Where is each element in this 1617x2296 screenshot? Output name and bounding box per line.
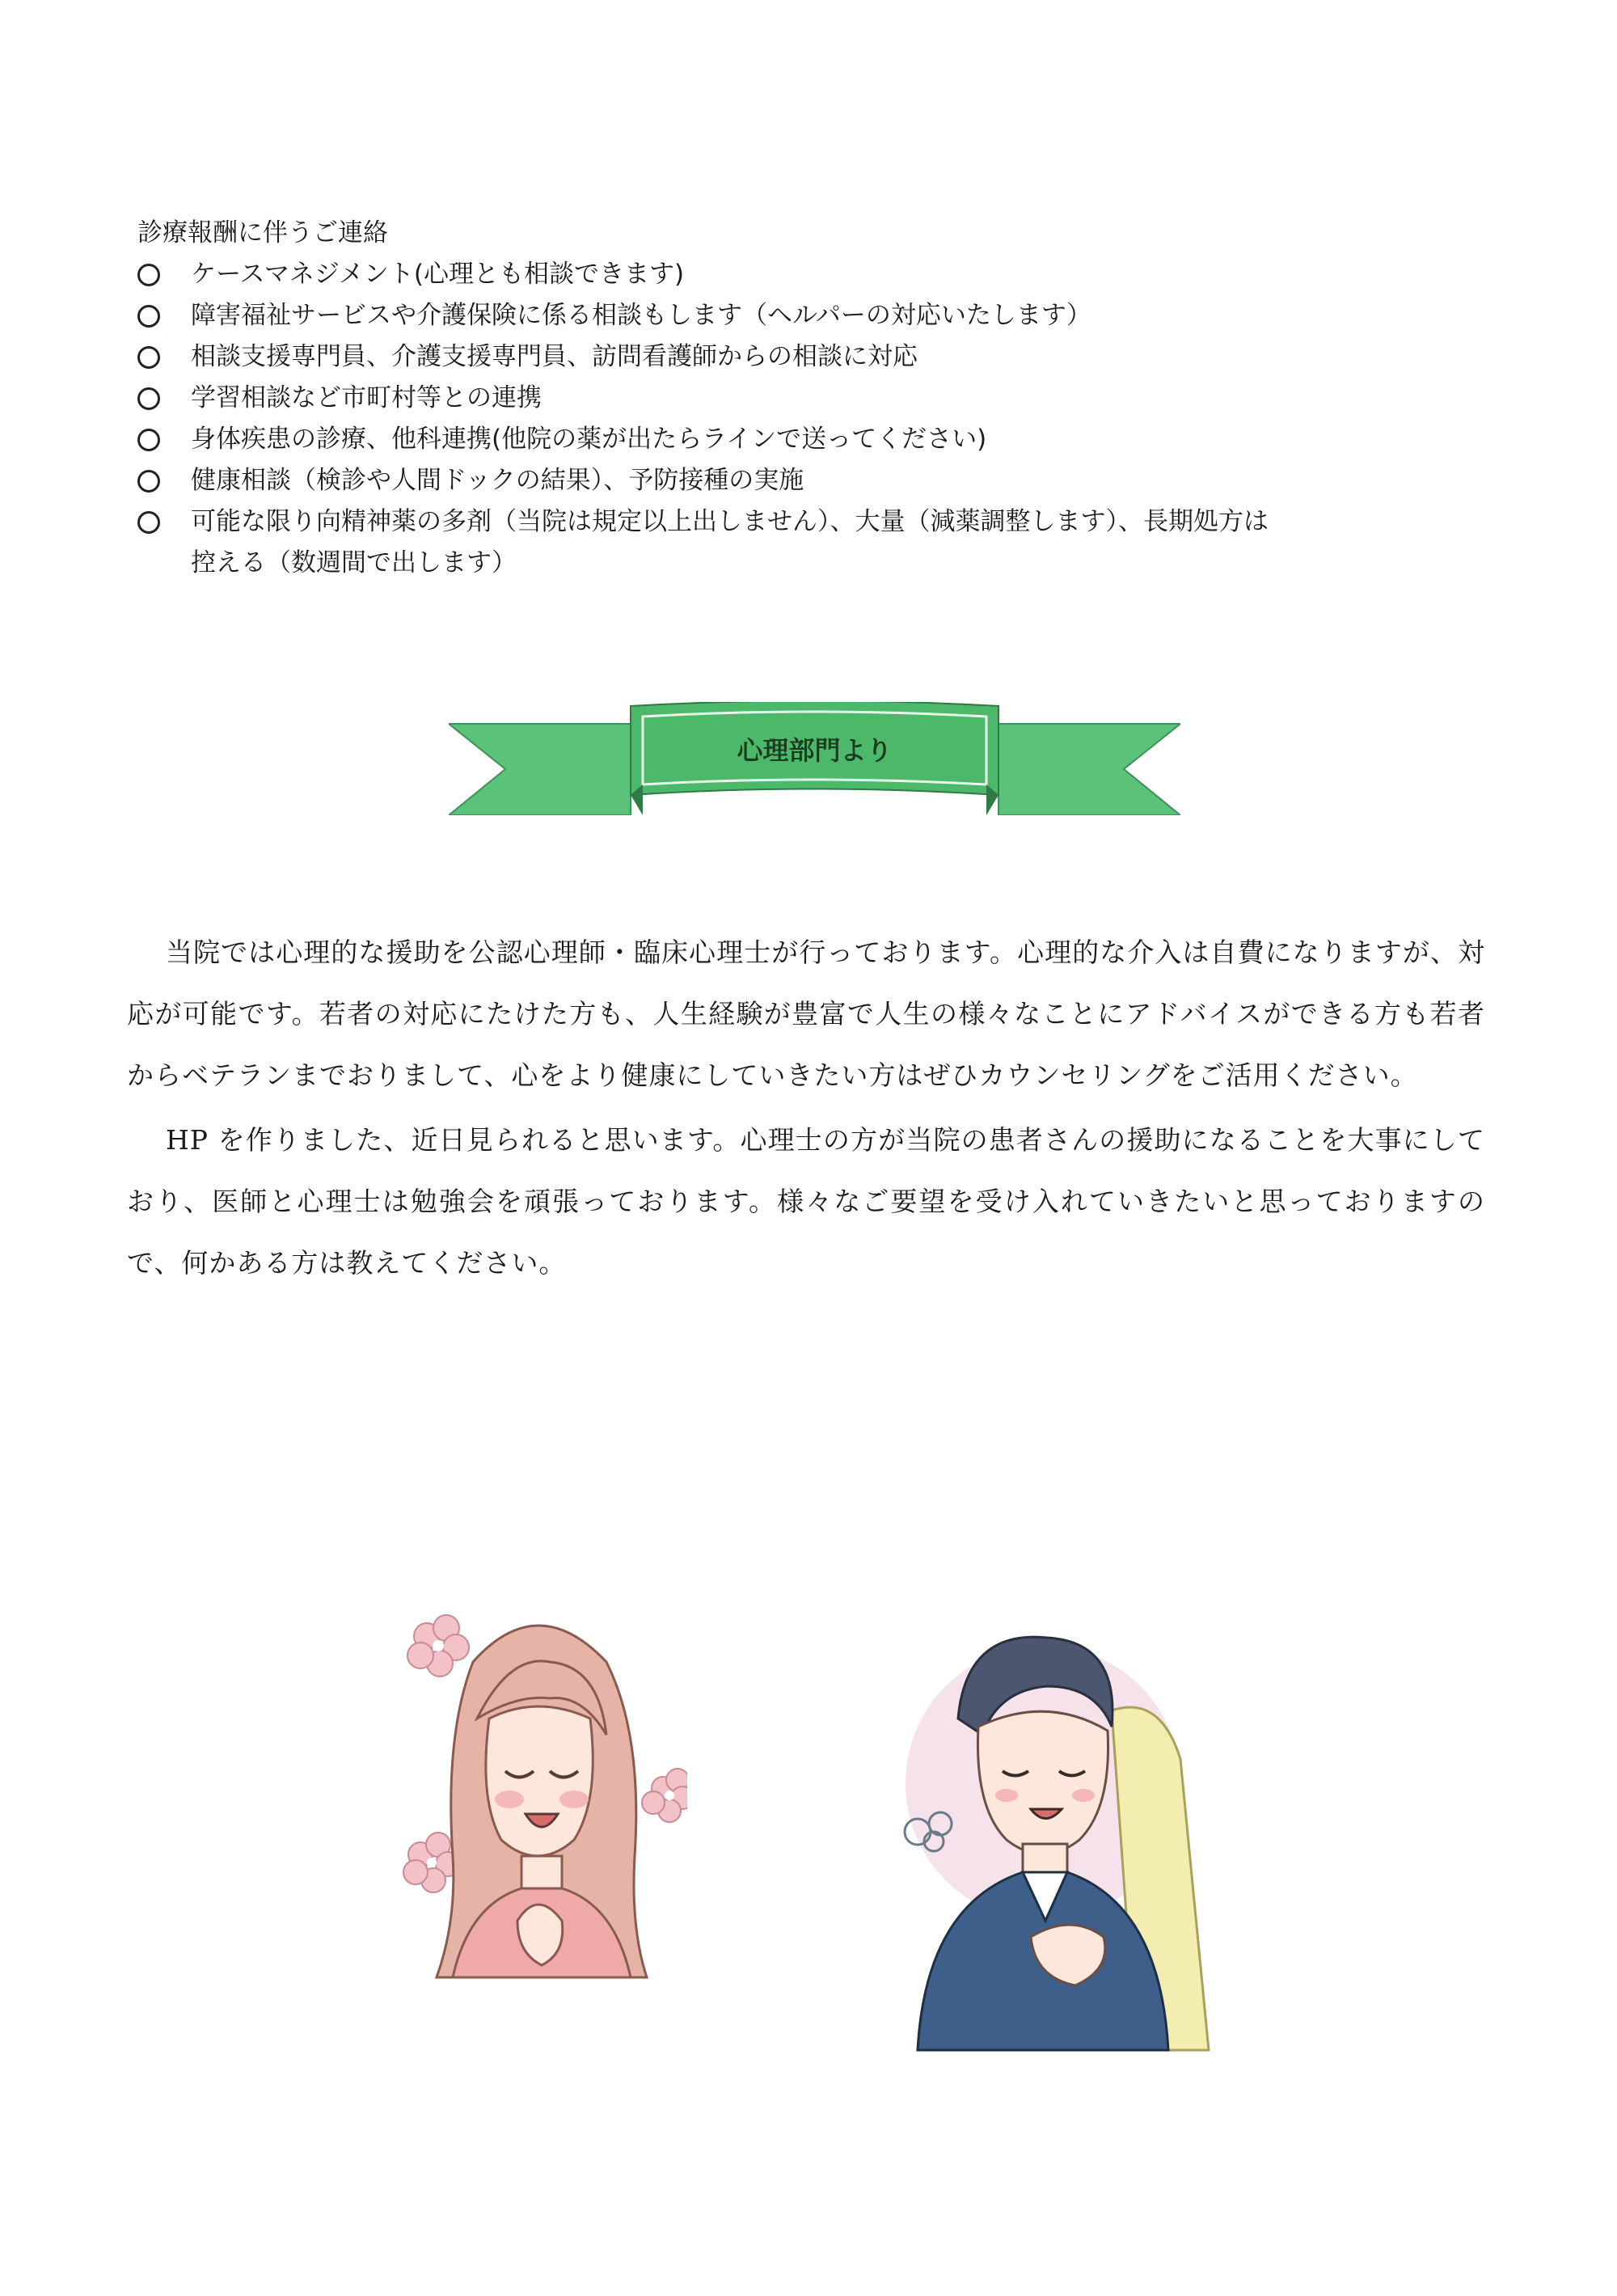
list-item: [137, 254, 1512, 295]
circle-bullet-icon: [137, 254, 191, 295]
list-heading: 診療報酬に伴うご連絡: [137, 218, 388, 247]
body-paragraph: 当院では心理的な援助を公認心理師・臨床心理士が行っております。心理的な介入は自費になりますが、対応が可能です。若者の対応にたけた方も、人生経験が豊富で人生の様々なことにアドバイスができる方も若者からベテランまでおりまして、心をより健康にしていきたい方はぜひカウンセリングをご活用ください。: [127, 937, 1485, 1091]
list-item-text: 学習相談など市町村等との連携: [191, 383, 542, 412]
body-paragraph: HP を作りました、近日見られると思います。心理士の方が当院の患者さんの援助になることを大事にしており、医師と心理士は勉強会を頑張っております。様々なご要望を受け入れていきたいと思っておりますので、何かある方は教えてください。: [127, 1124, 1485, 1279]
list-item: [137, 460, 1512, 501]
psychology-section-body: [127, 922, 1485, 1297]
list-item: [137, 501, 1512, 584]
list-item-text: 身体疾患の診療、他科連携(他院の薬が出たらラインで送ってください): [191, 425, 987, 454]
notice-list-section: [137, 212, 1512, 584]
list-item-text: 健康相談（検診や人間ドックの結果）、予防接種の実施: [191, 466, 804, 495]
notice-list: [137, 254, 1512, 584]
list-item-text: ケースマネジメント(心理とも相談できます): [191, 260, 685, 289]
circle-bullet-icon: [137, 460, 191, 501]
circle-bullet-icon: [137, 419, 191, 460]
circle-bullet-icon: [137, 295, 191, 336]
list-item: [137, 295, 1512, 336]
man-relieved-illustration: [869, 1597, 1241, 2058]
list-item-text: 障害福祉サービスや介護保険に係る相談もします（ヘルパーの対応いたします）: [191, 301, 1091, 330]
list-item-text: 相談支援専門員、介護支援専門員、訪問看護師からの相談に対応: [191, 342, 918, 371]
section-banner: [449, 702, 1180, 815]
list-item-text: 可能な限り向精神薬の多剤（当院は規定以上出しません）、大量（減薬調整します）、長期処方は 控える（数週間で出します）: [191, 507, 1269, 577]
circle-bullet-icon: [137, 336, 191, 378]
banner-title: 心理部門より: [737, 735, 893, 766]
woman-relieved-illustration: [388, 1597, 687, 2058]
circle-bullet-icon: [137, 378, 191, 419]
list-item: [137, 336, 1512, 378]
list-item: [137, 419, 1512, 460]
circle-bullet-icon: [137, 501, 191, 543]
list-item: [137, 378, 1512, 419]
